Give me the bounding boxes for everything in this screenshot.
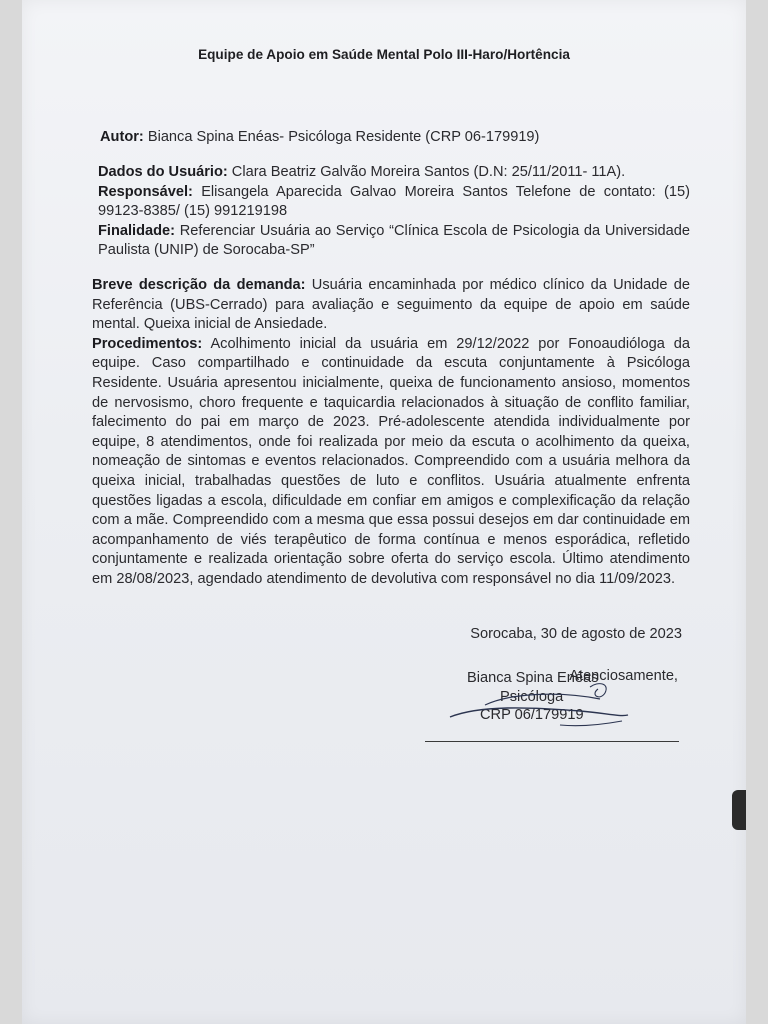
background-object <box>732 790 746 830</box>
signature-date: Sorocaba, 30 de agosto de 2023 <box>470 626 682 642</box>
purpose-value: Referenciar Usuária ao Serviço “Clínica Escola de Psicologia da Universidade Paulista (UNIP) de Sorocaba-SP” <box>98 222 690 259</box>
author-line <box>100 128 700 148</box>
author-value: Bianca Spina Enéas- Psicóloga Residente (CRP 06-179919) <box>147 129 540 145</box>
demand-section <box>92 276 690 590</box>
responsible-value: Elisangela Aparecida Galvao Moreira Santos Telefone de contato: (15) 99123-8385/ (15) 991219198 <box>98 183 690 220</box>
demand-paragraph <box>92 276 690 335</box>
purpose-label: Finalidade: <box>98 222 176 239</box>
signatory-role: Psicóloga <box>500 689 564 705</box>
user-data-value: Clara Beatriz Galvão Moreira Santos (D.N: 25/11/2011- 11A). <box>231 164 626 180</box>
signatory-name: Bianca Spina Enéas <box>467 670 599 686</box>
procedures-paragraph <box>92 335 690 590</box>
demand-value: Usuária encaminhada por médico clínico da Unidade de Referência (UBS-Cerrado) para avaliação e seguimento da equipe de apoio em saúde mental. Queixa inicial de Ansiedade. <box>92 277 690 333</box>
demand-label: Breve descrição da demanda: <box>92 277 306 293</box>
procedures-label: Procedimentos: <box>92 335 203 352</box>
responsible-line <box>98 183 690 222</box>
procedures-value: Acolhimento inicial da usuária em 29/12/2022 por Fonoaudióloga da equipe. Caso compartilhado e continuidade da escuta conjuntamente à Psicóloga Residente. Usuária apresentou inicialmente, queixa de funcionamento ansioso, momentos de nervosismo, choro frequente e taquicardia relacionados à situação de conflito familiar, falecimento do pai em março de 2023. Pré-adolescente atendida individualmente por equipe, 8 atendimentos, onde foi realizada por meio da escuta o acolhimento da queixa, nomeação de sintomas e eventos relacionados. Compreendido com a usuária melhora da queixa inicial, trabalhadas questões de luto e conflitos. Usuária atualmente enfrenta questões ligadas a escola, dificuldade em confiar em amigos e complexificação da relação com a mãe. Compreendido com a mesma que essa possui desejos em dar continuidade em acompanhamento de viés terapêutico de forma contínua e menos esporádica, refletido conjuntamente e realizada orientação sobre oferta do serviço escola. Último atendimento em 28/08/2023, agendado atendimento de devolutiva com responsável no dia 11/09/2023. <box>92 335 691 587</box>
document-title: Equipe de Apoio em Saúde Mental Polo III-Haro/Hortência <box>198 47 570 62</box>
signature-closing: Atenciosamente, <box>569 668 678 684</box>
user-data-section <box>98 163 690 261</box>
signature-line <box>425 741 679 742</box>
purpose-line <box>98 222 690 261</box>
user-data-label: Dados do Usuário: <box>98 164 228 180</box>
signatory-crp: CRP 06/179919 <box>480 707 584 723</box>
signature-block <box>420 620 690 750</box>
user-data-line <box>98 163 690 183</box>
responsible-label: Responsável: <box>98 183 193 200</box>
handwritten-signature <box>440 665 640 735</box>
author-label: Autor: <box>100 129 144 145</box>
